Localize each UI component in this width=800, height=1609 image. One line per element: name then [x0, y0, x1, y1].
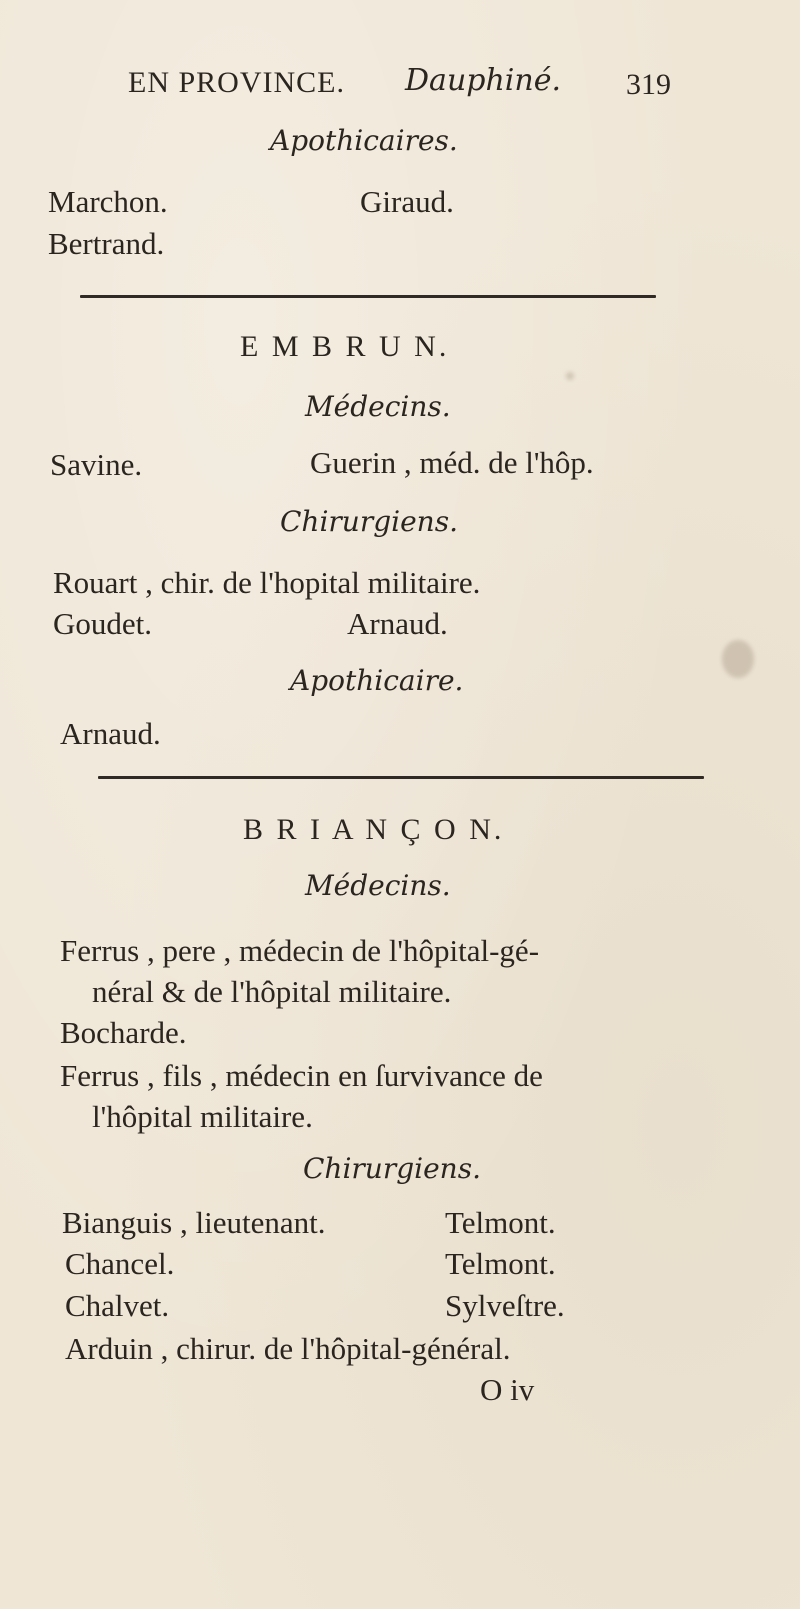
section-divider	[98, 776, 704, 779]
chirurgien-name: Chalvet.	[65, 1288, 170, 1323]
chirurgien-name: Telmont.	[445, 1205, 556, 1240]
apothicaire-name: Marchon.	[48, 184, 168, 219]
medecin-entry: néral & de l'hôpital militaire.	[92, 974, 452, 1009]
medecin-entry: Ferrus , pere , médecin de l'hôpital-gé-	[60, 933, 540, 968]
chirurgien-name: Arnaud.	[347, 606, 448, 641]
running-header-left: EN PROVINCE.	[128, 66, 346, 99]
section-title-embrun: E M B R U N.	[240, 330, 450, 363]
paper-stain	[566, 372, 574, 380]
chirurgien-name: Sylveſtre.	[445, 1288, 565, 1323]
medecin-name: Savine.	[50, 447, 143, 482]
signature-mark: O iv	[480, 1372, 535, 1407]
medecins-heading: Médecins.	[305, 869, 451, 902]
medecins-heading: Médecins.	[305, 390, 451, 423]
chirurgien-name: Telmont.	[445, 1246, 556, 1281]
apothicaire-name: Arnaud.	[60, 716, 161, 751]
medecin-entry: Bocharde.	[60, 1015, 187, 1050]
apothicaire-name: Giraud.	[360, 184, 454, 219]
chirurgiens-heading: Chirurgiens.	[280, 505, 458, 538]
chirurgien-entry: Arduin , chirur. de l'hôpital-général.	[65, 1331, 511, 1366]
paper-stain	[722, 640, 754, 678]
medecin-entry: l'hôpital militaire.	[92, 1099, 313, 1134]
section-title-briancon: B R I A N Ç O N.	[243, 813, 505, 846]
apothicaires-heading: Apothicaires.	[270, 124, 458, 157]
chirurgien-name: Goudet.	[53, 606, 153, 641]
page-number: 319	[626, 68, 671, 101]
medecin-entry: Ferrus , fils , médecin en ſurvivance de	[60, 1058, 543, 1093]
running-header-italic: Dauphiné.	[405, 63, 561, 98]
section-divider	[80, 295, 656, 298]
chirurgien-entry: Rouart , chir. de l'hopital militaire.	[53, 565, 481, 600]
chirurgien-name: Chancel.	[65, 1246, 175, 1281]
chirurgien-name: Bianguis , lieutenant.	[62, 1205, 326, 1240]
medecin-name: Guerin , méd. de l'hôp.	[310, 445, 594, 480]
apothicaire-name: Bertrand.	[48, 226, 165, 261]
apothicaire-heading: Apothicaire.	[290, 664, 464, 697]
chirurgiens-heading: Chirurgiens.	[303, 1152, 481, 1185]
